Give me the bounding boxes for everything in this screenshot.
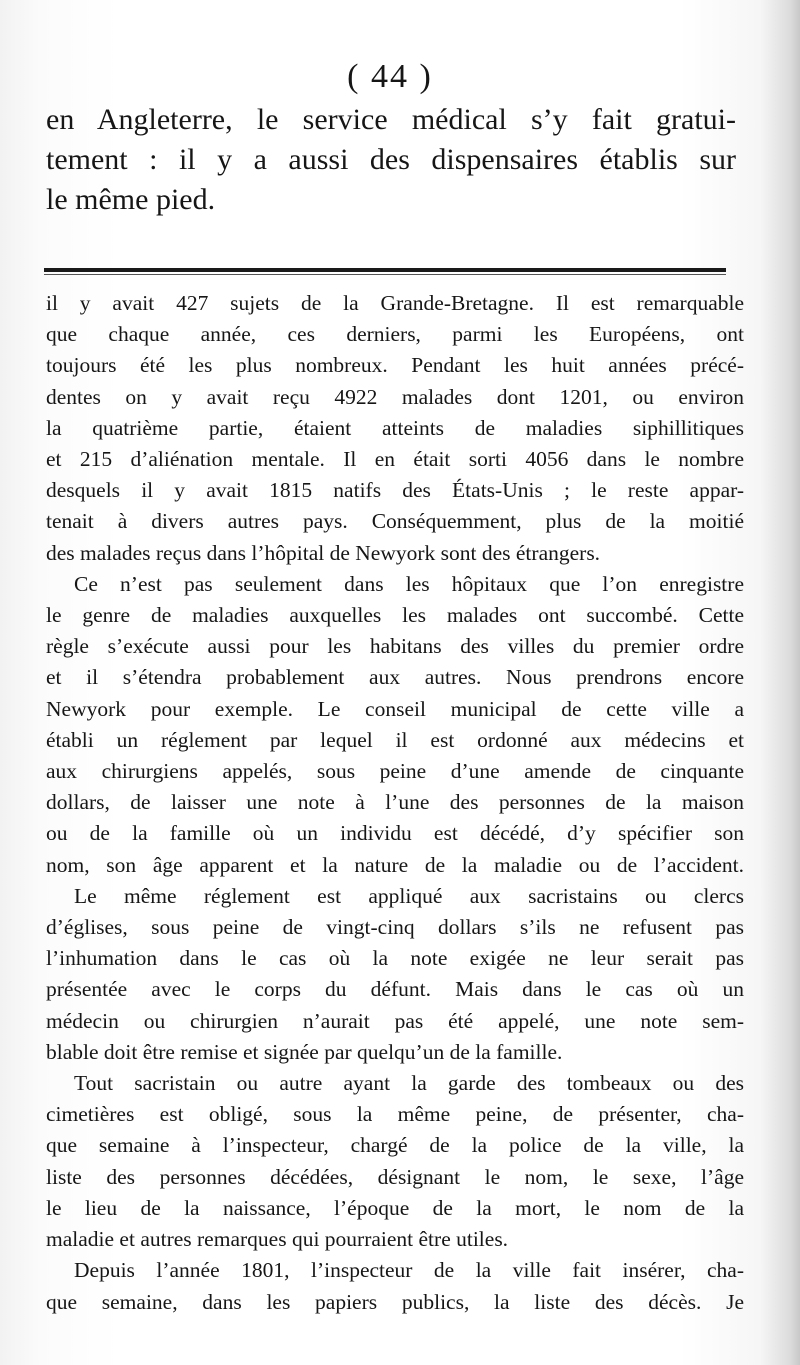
body-line: l’inhumation dans le cas où la note exigée ne leur serait pas xyxy=(46,946,744,971)
horizontal-rule-thin xyxy=(44,274,726,275)
body-text xyxy=(46,288,744,1318)
body-line: liste des personnes décédées, désignant le nom, le sexe, l’âge xyxy=(46,1164,744,1189)
body-line: des malades reçus dans l’hôpital de Newyork sont des étrangers. xyxy=(46,540,601,565)
body-line: que chaque année, ces derniers, parmi les Européens, ont xyxy=(46,322,744,347)
body-line: le lieu de la naissance, l’époque de la mort, le nom de la xyxy=(46,1195,744,1220)
header-line: le même pied. xyxy=(46,183,216,216)
body-line: Depuis l’année 1801, l’inspecteur de la ville fait insérer, cha- xyxy=(74,1258,744,1283)
body-line: Le même réglement est appliqué aux sacristains ou clercs xyxy=(74,883,744,908)
body-line: maladie et autres remarques qui pourraient être utiles. xyxy=(46,1227,509,1252)
body-line: Newyork pour exemple. Le conseil municipal de cette ville a xyxy=(46,696,744,721)
body-line: dollars, de laisser une note à l’une des personnes de la maison xyxy=(46,790,744,815)
body-line: présentée avec le corps du défunt. Mais dans le cas où un xyxy=(46,977,744,1002)
body-line: dentes on y avait reçu 4922 malades dont 1201, ou environ xyxy=(46,384,744,409)
body-line: blable doit être remise et signée par quelqu’un de la famille. xyxy=(46,1039,563,1064)
body-line: il y avait 427 sujets de la Grande-Bretagne. Il est remarquable xyxy=(46,291,744,315)
body-line: nom, son âge apparent et la nature de la maladie ou de l’accident. xyxy=(46,852,744,877)
body-line: aux chirurgiens appelés, sous peine d’une amende de cinquante xyxy=(46,759,744,784)
header-line: en Angleterre, le service médical s’y fait gratui- xyxy=(46,103,736,136)
body-line: toujours été les plus nombreux. Pendant les huit années précé- xyxy=(46,353,744,378)
body-line: et il s’étendra probablement aux autres. Nous prendrons encore xyxy=(46,665,744,690)
page-number: ( 44 ) xyxy=(347,58,433,95)
body-line: établi un réglement par lequel il est ordonné aux médecins et xyxy=(46,727,744,752)
header-paragraph xyxy=(46,100,736,220)
body-line: que semaine à l’inspecteur, chargé de la police de la ville, la xyxy=(46,1133,744,1158)
body-line: Ce n’est pas seulement dans les hôpitaux que l’on enregistre xyxy=(74,571,744,596)
body-line: la quatrième partie, étaient atteints de maladies siphillitiques xyxy=(46,415,744,440)
body-line: et 215 d’aliénation mentale. Il en était sorti 4056 dans le nombre xyxy=(46,447,744,472)
horizontal-rule xyxy=(44,268,726,272)
body-line: ou de la famille où un individu est décédé, d’y spécifier son xyxy=(46,821,744,846)
body-line: desquels il y avait 1815 natifs des États-Unis ; le reste appar- xyxy=(46,478,744,503)
body-line: cimetières est obligé, sous la même peine, de présenter, cha- xyxy=(46,1102,744,1127)
body-line: tenait à divers autres pays. Conséquemment, plus de la moitié xyxy=(46,509,744,534)
body-line: que semaine, dans les papiers publics, la liste des décès. Je xyxy=(46,1289,744,1314)
body-line: le genre de maladies auxquelles les malades ont succombé. Cette xyxy=(46,603,744,628)
body-line: médecin ou chirurgien n’aurait pas été appelé, une note sem- xyxy=(46,1008,744,1033)
header-line: tement : il y a aussi des dispensaires établis sur xyxy=(46,143,736,176)
body-line: règle s’exécute aussi pour les habitans des villes du premier ordre xyxy=(46,634,744,659)
body-line: Tout sacristain ou autre ayant la garde des tombeaux ou des xyxy=(74,1071,744,1096)
body-line: d’églises, sous peine de vingt-cinq dollars s’ils ne refusent pas xyxy=(46,915,744,940)
